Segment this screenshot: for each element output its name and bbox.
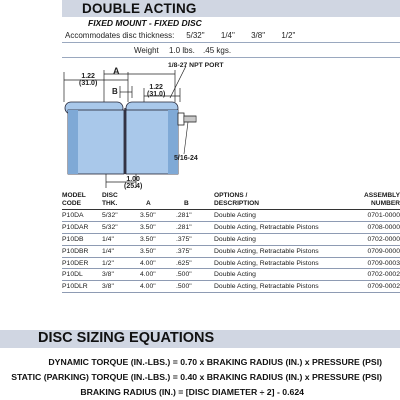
dynamic-torque-equation: DYNAMIC TORQUE (IN.-LBS.) = 0.70 x BRAKING RADIUS (IN.) x PRESSURE (PSI) [48,357,382,367]
port-label: 1/8-27 NPT PORT [168,62,224,69]
table-row: P10DL 3/8" 4.00" .500" Double Acting 0702-0002 [62,269,400,281]
dim-right: 1.22 (31.0) [147,84,166,98]
table-row: P10DLR 3/8" 4.00" .500" Double Acting, Retractable Pistons 0709-0002 [62,281,400,293]
dim-bottom: 1.00 (25.4) [124,176,143,190]
disc-thickness-value: 1/4" [220,31,235,40]
thread-label: 5/16-24 [174,155,198,162]
col-assembly: ASSEMBLY NUMBER [334,192,400,210]
weight-spec [134,46,231,55]
col-disc: DISC THK. [102,192,140,210]
disc-thickness-value: 3/8" [251,31,266,40]
weight-label: Weight [134,46,159,55]
col-model: MODEL CODE [62,192,102,210]
page-subtitle: FIXED MOUNT - FIXED DISC [88,18,202,28]
col-a: A [140,192,176,210]
table-header-row [62,192,400,210]
model-table [62,192,400,293]
label-b: B [112,87,118,96]
equations-title: DISC SIZING EQUATIONS [38,330,215,346]
table-row: P10DA 5/32" 3.50" .281" Double Acting 0701-0000 [62,210,400,222]
bolt-nut [178,113,184,125]
table-row: P10DER 1/2" 4.00" .625" Double Acting, Retractable Pistons 0709-0003 [62,257,400,269]
dim-left: 1.22 (31.0) [79,73,98,87]
disc-thickness-value: 1/2" [281,31,296,40]
weight-lbs: 1.0 lbs. [169,46,195,55]
label-a: A [113,66,120,76]
disc-thickness-spec [65,31,295,40]
col-b: B [176,192,214,210]
weight-kg: .45 kgs. [203,46,232,55]
table-row: P10DAR 5/32" 3.50" .281" Double Acting, Retractable Pistons 0708-0000 [62,221,400,233]
col-options: OPTIONS / DESCRIPTION [214,192,334,210]
braking-radius-equation: BRAKING RADIUS (IN.) = [DISC DIAMETER ÷ 2] - 0.624 [80,387,304,397]
static-torque-equation: STATIC (PARKING) TORQUE (IN.-LBS.) = 0.40 x BRAKING RADIUS (IN.) x PRESSURE (PSI) [11,372,382,382]
table-row: P10DBR 1/4" 3.50" .375" Double Acting, Retractable Pistons 0709-0000 [62,245,400,257]
divider [62,42,400,43]
disc-thickness-label: Accommodates disc thickness: [65,31,175,40]
table-row: P10DB 1/4" 3.50" .375" Double Acting 0702-0000 [62,233,400,245]
disc-thickness-value: 5/32" [186,31,205,40]
page-title: DOUBLE ACTING [82,1,197,16]
